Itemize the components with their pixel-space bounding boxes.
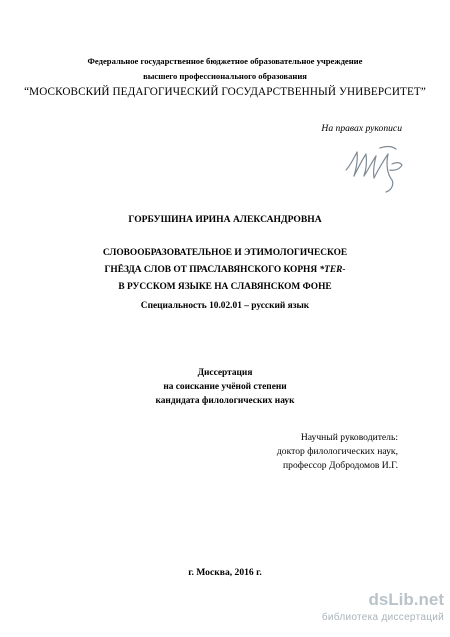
- field-line: кандидата филологических наук: [155, 396, 295, 406]
- watermark-logo: dsLib.net: [368, 590, 444, 609]
- title-line-2: [0, 265, 450, 275]
- degree-line: на соискание учёной степени: [163, 382, 287, 392]
- title-line-2-text: ГНЁЗДА СЛОВ ОТ ПРАСЛАВЯНСКОГО КОРНЯ: [104, 265, 320, 275]
- city-year: г. Москва, 2016 г.: [188, 567, 262, 578]
- title-line-3: В РУССКОМ ЯЗЫКЕ НА СЛАВЯНСКОМ ФОНЕ: [118, 282, 332, 292]
- root-word: *TER-: [319, 265, 346, 275]
- supervisor-degree: доктор филологических наук,: [276, 446, 398, 457]
- rights-note: На правах рукописи: [321, 123, 402, 134]
- supervisor-name: профессор Добродомов И.Г.: [283, 460, 398, 471]
- title-line-1: СЛОВООБРАЗОВАТЕЛЬНОЕ И ЭТИМОЛОГИЧЕСКОЕ: [102, 248, 348, 258]
- signature-icon: [340, 140, 410, 196]
- university-name: “МОСКОВСКИЙ ПЕДАГОГИЧЕСКИЙ ГОСУДАРСТВЕННЫЙ УНИВЕРСИТЕТ”: [24, 86, 426, 98]
- institution-line-2: высшего профессионального образования: [143, 71, 307, 81]
- dissertation-label: Диссертация: [197, 368, 253, 378]
- institution-line-1: Федеральное государственное бюджетное образовательное учреждение: [87, 56, 363, 66]
- author-name: ГОРБУШИНА ИРИНА АЛЕКСАНДРОВНА: [128, 214, 322, 225]
- watermark-subtitle: библиотека диссертаций: [321, 612, 444, 623]
- watermark: [322, 590, 444, 623]
- specialty: Специальность 10.02.01 – русский язык: [140, 301, 310, 311]
- supervisor-label: Научный руководитель:: [300, 432, 398, 443]
